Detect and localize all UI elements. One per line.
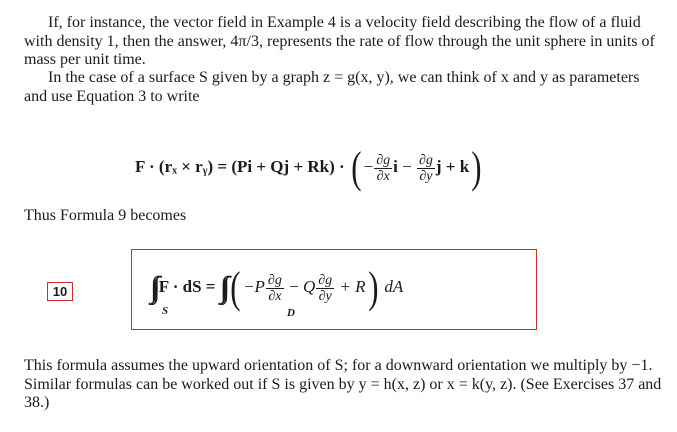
equation-lhs: F · (rₓ × rᵧ) = (Pi + Qj + Rk) ·: [135, 156, 345, 176]
double-integral-sign: ∫∫: [219, 271, 225, 304]
minus-sign: −: [402, 156, 412, 176]
equation-flux-integrand: [135, 143, 484, 192]
minus-sign: −: [289, 276, 299, 296]
fraction-denominator: ∂y: [318, 288, 332, 304]
unit-vectors-j-k: j + k: [435, 156, 470, 176]
term-q: Q: [302, 276, 316, 296]
fraction-dg-dy: [316, 273, 334, 304]
paragraph-orientation: This formula assumes the upward orientation of S; for a downward orientation we multiply by −1. Similar formulas can be worked out if S is given by y = h(x, z) or x = k(y, z). (See Exercises 37 and 38.): [24, 357, 662, 411]
fraction-denominator: ∂x: [376, 168, 390, 184]
paragraph-flow-rate: If, for instance, the vector field in Example 4 is a velocity field describing the flow of a fluid with density 1, then the answer, 4π/3, represents the rate of flow through the unit sphere in units of mass per unit time.: [24, 14, 655, 68]
fraction-dg-dy: [417, 153, 435, 184]
fraction-dg-dx: [266, 273, 284, 304]
fraction-numerator: ∂g: [318, 272, 333, 288]
term-minus-p: −P: [243, 276, 265, 296]
fraction-numerator: ∂g: [267, 272, 282, 288]
paragraph-formula-becomes: Thus Formula 9 becomes: [24, 207, 187, 224]
term-plus-r: + R: [339, 276, 366, 296]
integral-lhs: F · dS =: [158, 276, 216, 296]
left-paren: (: [351, 143, 362, 192]
double-integral-sign: ∫∫: [150, 271, 155, 304]
fraction-dg-dx: [374, 153, 392, 184]
integral-subscript-d: D: [287, 307, 295, 319]
formula-number-badge: 10: [47, 282, 73, 301]
fraction-denominator: ∂y: [419, 168, 433, 184]
left-paren: (: [230, 263, 241, 312]
fraction-numerator: ∂g: [418, 152, 433, 168]
equation-surface-integral: [150, 263, 404, 312]
right-paren: ): [367, 263, 378, 312]
paragraph-surface-graph: In the case of a surface S given by a graph z = g(x, y), we can think of x and y as parameters and use Equation 3 to write: [24, 69, 640, 105]
fraction-denominator: ∂x: [268, 288, 282, 304]
minus-sign: −: [363, 156, 374, 176]
area-element: dA: [384, 276, 404, 296]
right-paren: ): [471, 143, 482, 192]
fraction-numerator: ∂g: [376, 152, 391, 168]
integral-subscript-s: S: [162, 305, 169, 317]
unit-vector-i: i: [393, 156, 398, 176]
